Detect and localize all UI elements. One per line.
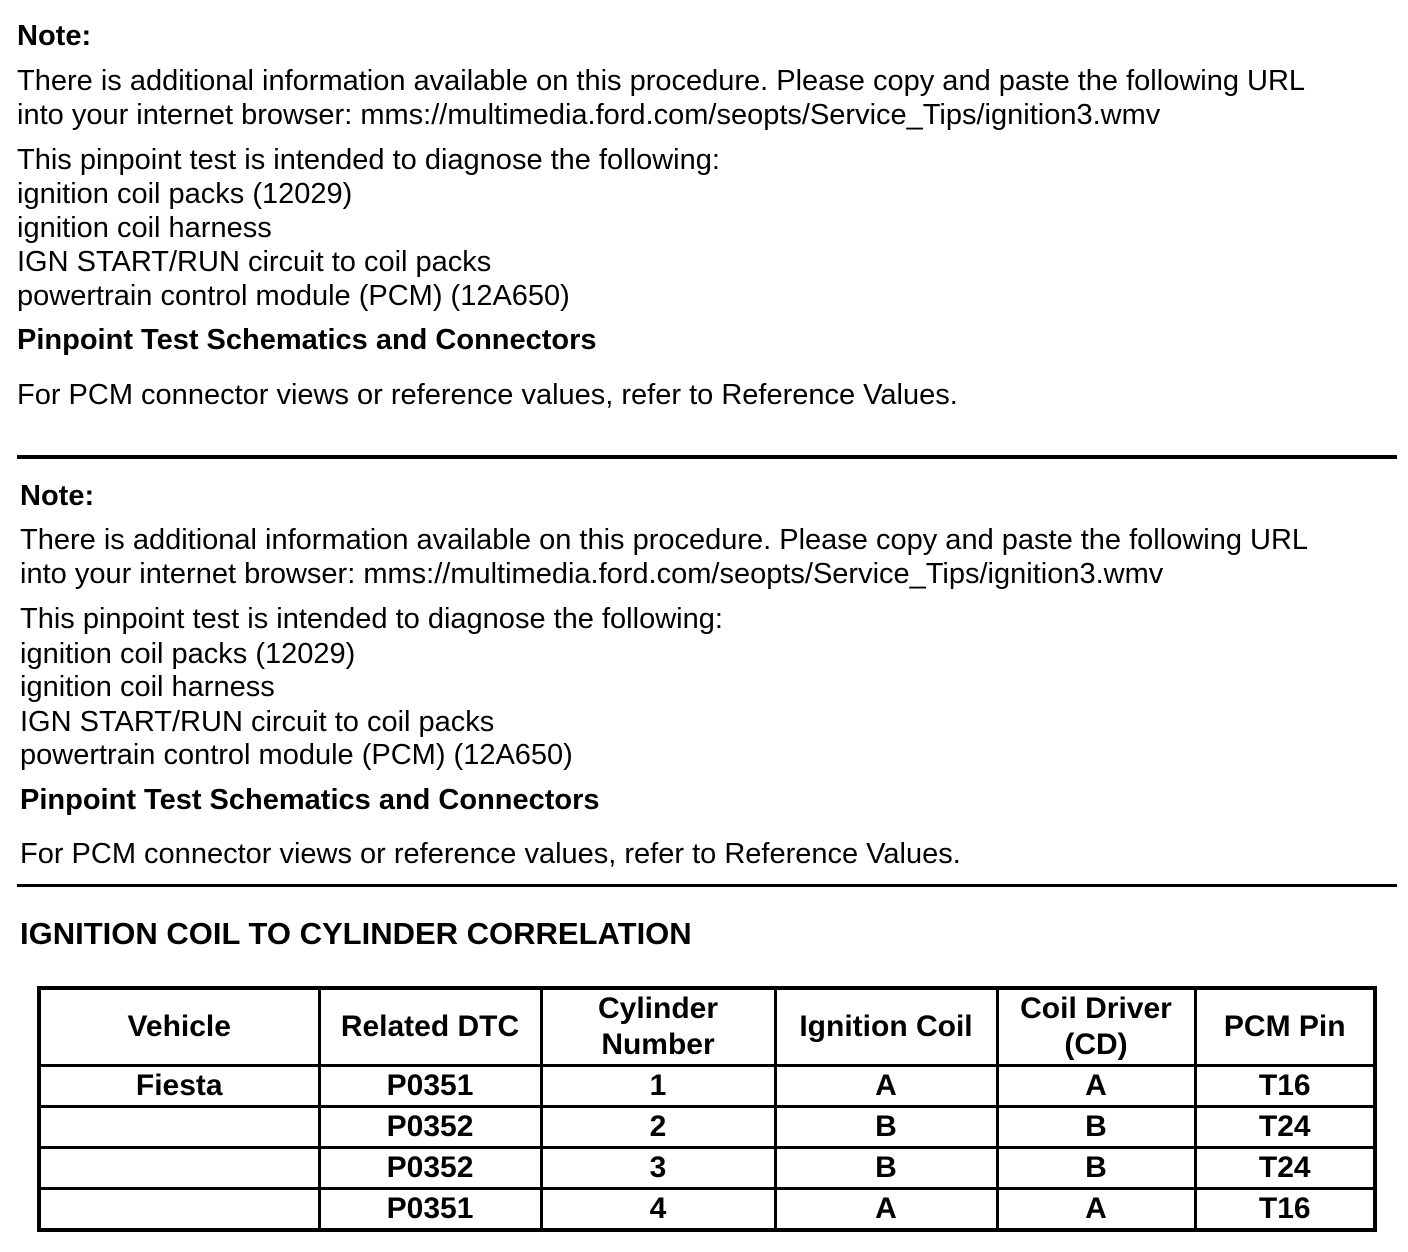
cell-vehicle (39, 1148, 319, 1189)
table-row (39, 1189, 1375, 1231)
schematics-heading: Pinpoint Test Schematics and Connectors (20, 784, 600, 816)
table-row (39, 1148, 1375, 1189)
note-label: Note: (20, 480, 95, 512)
note-text-line-1: There is additional information available on this procedure. Please copy and paste the following URL (17, 65, 1306, 97)
divider (17, 455, 1397, 459)
header-coil-driver-line-2: (CD) (1064, 1028, 1128, 1061)
table-row (39, 1066, 1375, 1107)
header-pcm-pin: PCM Pin (1195, 988, 1375, 1066)
diagnose-item: ignition coil harness (17, 212, 272, 244)
cell-cylinder: 3 (541, 1148, 775, 1189)
cell-dtc: P0352 (319, 1148, 541, 1189)
diagnose-item: powertrain control module (PCM) (12A650) (17, 280, 570, 312)
table-header-row (39, 988, 1375, 1066)
header-coil-driver-line-1: Coil Driver (1020, 992, 1172, 1025)
cell-pin: T24 (1195, 1107, 1375, 1148)
header-cylinder-number (541, 988, 775, 1066)
cell-coil: A (775, 1066, 997, 1107)
header-cylinder-line-1: Cylinder (597, 992, 719, 1025)
header-cylinder-line-2: Number (601, 1028, 715, 1061)
divider (17, 884, 1397, 887)
cell-vehicle: Fiesta (39, 1066, 319, 1107)
correlation-table (37, 986, 1377, 1232)
cell-vehicle (39, 1189, 319, 1231)
header-coil-driver (997, 988, 1195, 1066)
cell-dtc: P0351 (319, 1189, 541, 1231)
cell-driver: B (997, 1107, 1195, 1148)
table-title: IGNITION COIL TO CYLINDER CORRELATION (20, 916, 692, 951)
diagnose-item: IGN START/RUN circuit to coil packs (17, 246, 492, 278)
note-label: Note: (17, 20, 92, 52)
reference-text: For PCM connector views or reference values, refer to Reference Values. (17, 379, 958, 411)
intro-text: This pinpoint test is intended to diagnose the following: (17, 144, 720, 176)
header-related-dtc: Related DTC (319, 988, 541, 1066)
cell-pin: T24 (1195, 1148, 1375, 1189)
cell-pin: T16 (1195, 1189, 1375, 1231)
note-text-line-2: into your internet browser: mms://multimedia.ford.com/seopts/Service_Tips/ignition3.wmv (20, 558, 1164, 590)
diagnose-item: ignition coil packs (12029) (20, 638, 356, 670)
cell-cylinder: 4 (541, 1189, 775, 1231)
schematics-heading: Pinpoint Test Schematics and Connectors (17, 324, 597, 356)
diagnose-item: ignition coil harness (20, 671, 275, 703)
reference-text: For PCM connector views or reference values, refer to Reference Values. (20, 838, 961, 870)
intro-text: This pinpoint test is intended to diagnose the following: (20, 603, 723, 635)
diagnose-item: ignition coil packs (12029) (17, 178, 353, 210)
cell-driver: A (997, 1066, 1195, 1107)
cell-coil: B (775, 1107, 997, 1148)
note-text-line-1: There is additional information available on this procedure. Please copy and paste the following URL (20, 524, 1309, 556)
diagnose-item: IGN START/RUN circuit to coil packs (20, 706, 495, 738)
header-ignition-coil: Ignition Coil (775, 988, 997, 1066)
cell-driver: A (997, 1189, 1195, 1231)
cell-coil: A (775, 1189, 997, 1231)
diagnose-item: powertrain control module (PCM) (12A650) (20, 739, 573, 771)
cell-driver: B (997, 1148, 1195, 1189)
cell-coil: B (775, 1148, 997, 1189)
cell-cylinder: 1 (541, 1066, 775, 1107)
cell-dtc: P0351 (319, 1066, 541, 1107)
cell-pin: T16 (1195, 1066, 1375, 1107)
cell-vehicle (39, 1107, 319, 1148)
table-row (39, 1107, 1375, 1148)
note-text-line-2: into your internet browser: mms://multimedia.ford.com/seopts/Service_Tips/ignition3.wmv (17, 99, 1161, 131)
cell-cylinder: 2 (541, 1107, 775, 1148)
header-vehicle: Vehicle (39, 988, 319, 1066)
cell-dtc: P0352 (319, 1107, 541, 1148)
